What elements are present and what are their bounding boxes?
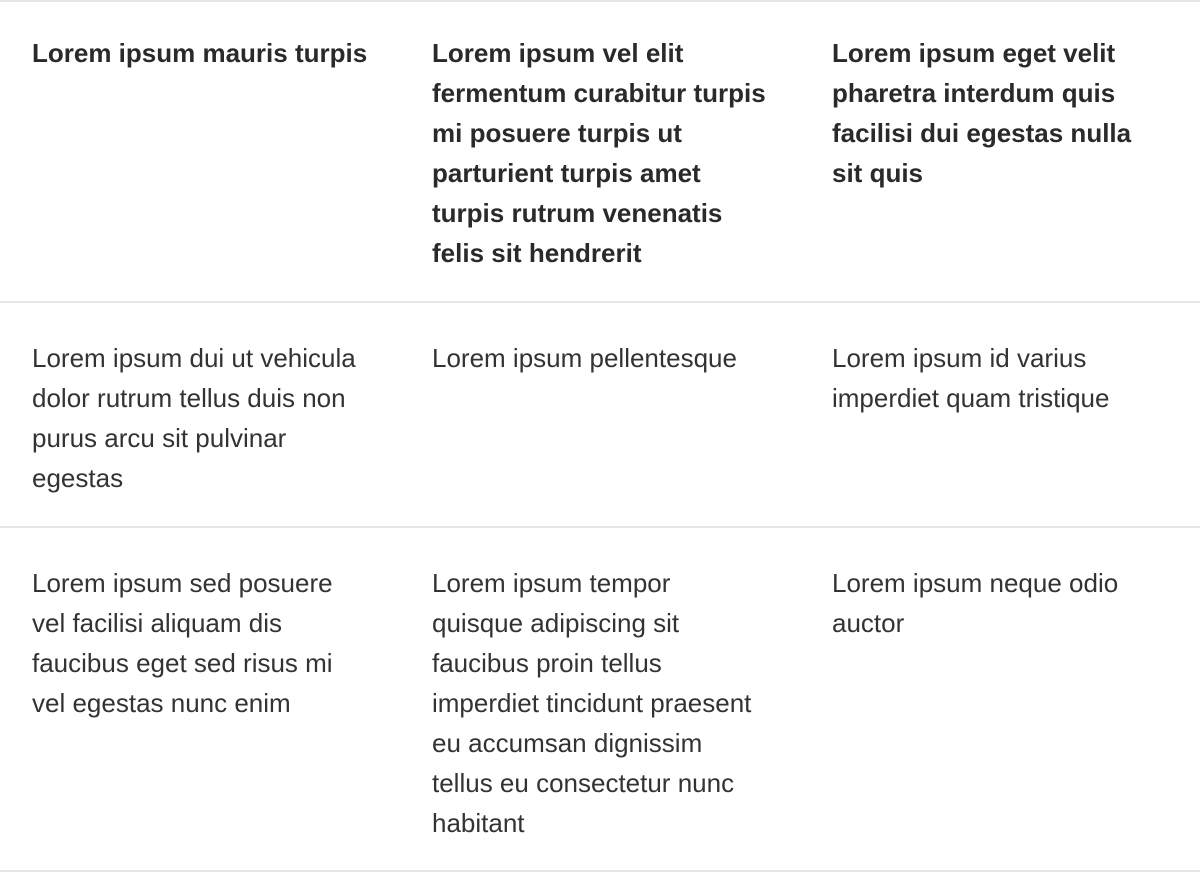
column-header: Lorem ipsum vel elit fermentum curabitur turpis mi posuere turpis ut parturient turpis amet turpis rutrum venenatis felis sit hendrerit <box>432 38 766 268</box>
table-cell: Lorem ipsum pellentesque <box>432 343 737 373</box>
table-cell: Lorem ipsum dui ut vehicula dolor rutrum tellus duis non purus arcu sit pulvinar egestas <box>32 343 356 493</box>
table-row <box>0 528 1200 872</box>
table-cell: Lorem ipsum id varius imperdiet quam tristique <box>832 343 1110 413</box>
column-header: Lorem ipsum mauris turpis <box>32 38 368 68</box>
table-cell: Lorem ipsum tempor quisque adipiscing sit faucibus proin tellus imperdiet tincidunt praesent eu accumsan dignissim tellus eu consectetur nunc habitant <box>432 568 752 838</box>
table-cell: Lorem ipsum sed posuere vel facilisi aliquam dis faucibus eget sed risus mi vel egestas nunc enim <box>32 568 333 718</box>
table-row <box>0 303 1200 528</box>
table-header-row <box>0 2 1200 303</box>
column-header: Lorem ipsum eget velit pharetra interdum quis facilisi dui egestas nulla sit quis <box>832 38 1132 188</box>
table-cell: Lorem ipsum neque odio auctor <box>832 568 1119 638</box>
